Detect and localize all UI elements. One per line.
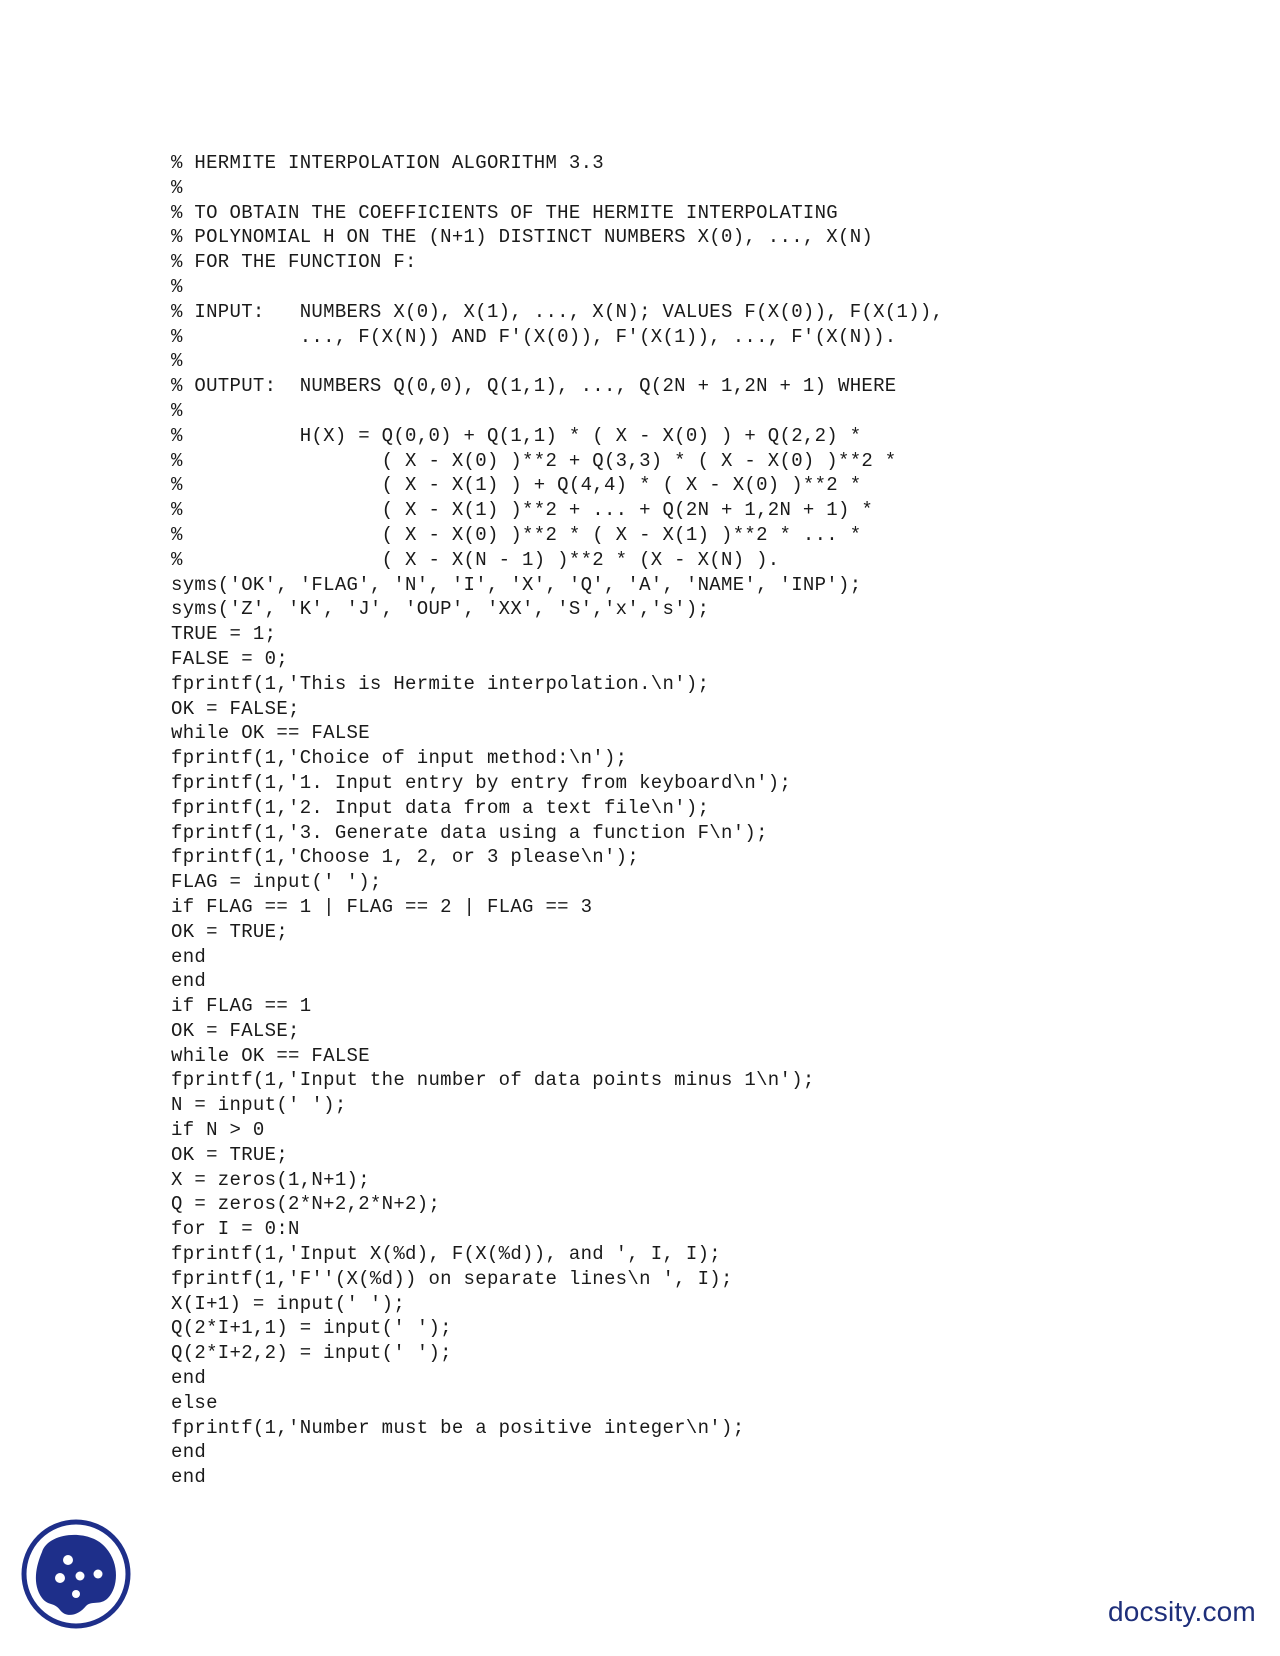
code-line: TRUE = 1;: [171, 623, 277, 646]
code-line: fprintf(1,'Input the number of data points minus 1\n');: [171, 1069, 815, 1092]
comment-line: % ( X - X(0) )**2 + Q(3,3) * ( X - X(0) )**2 *: [171, 449, 897, 472]
code-line: if FLAG == 1: [171, 995, 312, 1018]
code-line: syms('Z', 'K', 'J', 'OUP', 'XX', 'S','x','s');: [171, 598, 710, 621]
docsity-logo-icon: [20, 1518, 132, 1630]
code-line: if N > 0: [171, 1119, 265, 1142]
code-listing: [171, 151, 943, 1490]
code-line: Q(2*I+1,1) = input(' ');: [171, 1317, 452, 1340]
code-line: FALSE = 0;: [171, 647, 289, 670]
code-line: Q(2*I+2,2) = input(' ');: [171, 1342, 452, 1365]
code-line: if FLAG == 1 | FLAG == 2 | FLAG == 3: [171, 895, 593, 918]
comment-line: % ( X - X(1) )**2 + ... + Q(2N + 1,2N + 1) *: [171, 499, 874, 522]
code-line: syms('OK', 'FLAG', 'N', 'I', 'X', 'Q', 'A', 'NAME', 'INP');: [171, 573, 862, 596]
comment-line: % FOR THE FUNCTION F:: [171, 251, 417, 274]
code-line: OK = TRUE;: [171, 920, 289, 943]
code-line: end: [171, 1367, 207, 1390]
code-line: fprintf(1,'Choose 1, 2, or 3 please\n');: [171, 846, 640, 869]
comment-line: % OUTPUT: NUMBERS Q(0,0), Q(1,1), ..., Q(2N + 1,2N + 1) WHERE: [171, 375, 897, 398]
comment-line: % ( X - X(1) ) + Q(4,4) * ( X - X(0) )**2 *: [171, 474, 862, 497]
brand-watermark[interactable]: docsity.com: [1108, 1596, 1256, 1627]
comment-line: %: [171, 176, 183, 199]
comment-line: % ..., F(X(N)) AND F'(X(0)), F'(X(1)), ..., F'(X(N)).: [171, 325, 897, 348]
code-line: X = zeros(1,N+1);: [171, 1168, 370, 1191]
code-line: OK = TRUE;: [171, 1143, 289, 1166]
code-line: end: [171, 1466, 207, 1489]
comment-line: % TO OBTAIN THE COEFFICIENTS OF THE HERMITE INTERPOLATING: [171, 201, 839, 224]
code-line: while OK == FALSE: [171, 1044, 370, 1067]
code-line: FLAG = input(' ');: [171, 871, 382, 894]
code-line: X(I+1) = input(' ');: [171, 1292, 406, 1315]
comment-line: % POLYNOMIAL H ON THE (N+1) DISTINCT NUMBERS X(0), ..., X(N): [171, 226, 874, 249]
comment-line: % HERMITE INTERPOLATION ALGORITHM 3.3: [171, 152, 604, 174]
code-line: for I = 0:N: [171, 1218, 300, 1241]
code-line: OK = FALSE;: [171, 697, 300, 720]
code-line: fprintf(1,'Choice of input method:\n');: [171, 747, 628, 770]
code-line: while OK == FALSE: [171, 722, 370, 745]
comment-line: % ( X - X(N - 1) )**2 * (X - X(N) ).: [171, 548, 780, 571]
comment-line: % H(X) = Q(0,0) + Q(1,1) * ( X - X(0) ) + Q(2,2) *: [171, 424, 862, 447]
code-line: fprintf(1,'1. Input entry by entry from keyboard\n');: [171, 771, 792, 794]
comment-line: %: [171, 399, 183, 422]
comment-line: %: [171, 350, 183, 373]
comment-line: %: [171, 275, 183, 298]
code-line: fprintf(1,'Number must be a positive integer\n');: [171, 1416, 745, 1439]
comment-line: % ( X - X(0) )**2 * ( X - X(1) )**2 * ... *: [171, 523, 862, 546]
comment-line: % INPUT: NUMBERS X(0), X(1), ..., X(N); VALUES F(X(0)), F(X(1)),: [171, 300, 944, 323]
code-line: N = input(' ');: [171, 1094, 347, 1117]
code-line: end: [171, 945, 207, 968]
code-line: fprintf(1,'3. Generate data using a function F\n');: [171, 821, 768, 844]
code-line: end: [171, 970, 207, 993]
code-line: fprintf(1,'Input X(%d), F(X(%d)), and ', I, I);: [171, 1243, 721, 1266]
code-line: fprintf(1,'2. Input data from a text file\n');: [171, 796, 710, 819]
code-line: OK = FALSE;: [171, 1019, 300, 1042]
code-line: else: [171, 1391, 218, 1414]
code-line: fprintf(1,'F''(X(%d)) on separate lines\n ', I);: [171, 1267, 733, 1290]
code-line: fprintf(1,'This is Hermite interpolation.\n');: [171, 672, 710, 695]
code-line: end: [171, 1441, 207, 1464]
code-line: Q = zeros(2*N+2,2*N+2);: [171, 1193, 441, 1216]
